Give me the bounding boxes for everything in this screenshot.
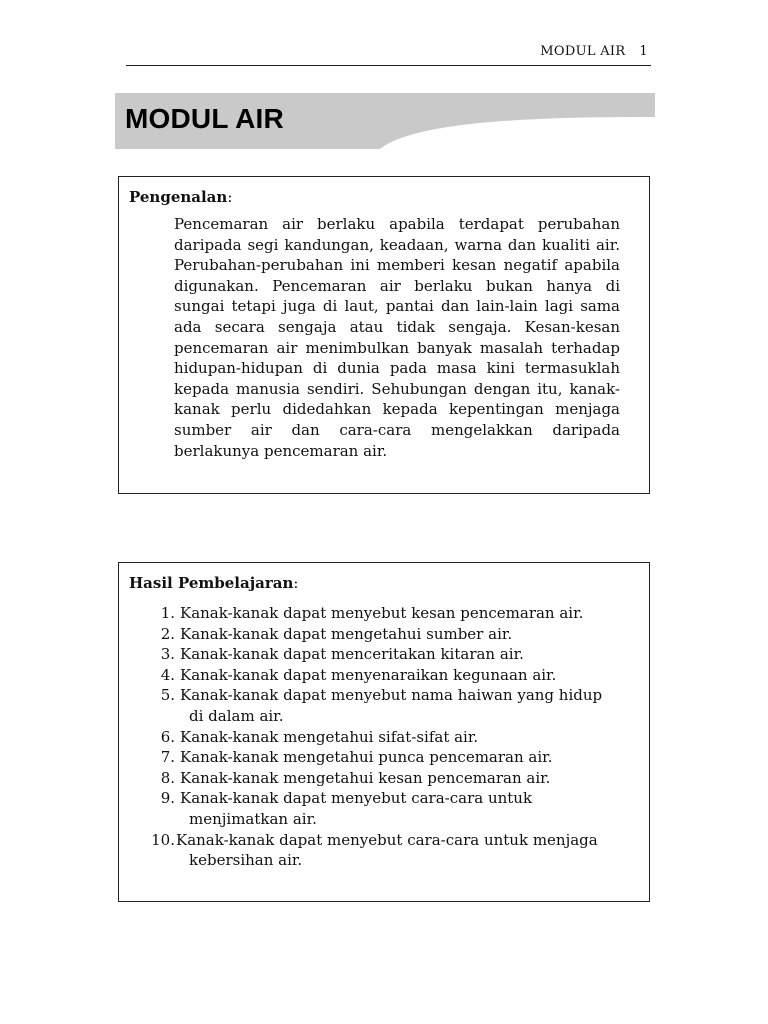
list-item xyxy=(147,603,637,624)
header-rule xyxy=(126,65,651,66)
intro-heading xyxy=(129,188,232,206)
intro-paragraph: Pencemaran air berlaku apabila terdapat perubahan daripada segi kandungan, keadaan, warna dan kualiti air. Perubahan-perubahan ini memberi kesan negatif apabila digunakan. Pencemaran air berlaku bukan hanya di sungai tetapi juga di laut, pantai dan lain-lain lagi sama ada secara sengaja atau tidak sengaja. Kesan-kesan pencemaran air menimbulkan banyak masalah terhadap hidupan-hidupan di dunia pada masa kini termasuklah kepada manusia sendiri. Sehubungan dengan itu, kanak-kanak perlu didedahkan kepada kepentingan menjaga sumber air dan cara-cara mengelakkan daripada berlakunya pencemaran air. xyxy=(174,215,620,460)
list-item-text: Kanak-kanak dapat menyebut nama haiwan yang hidup xyxy=(180,686,603,705)
list-item-text: Kanak-kanak dapat menyenaraikan kegunaan air. xyxy=(180,665,557,684)
list-item xyxy=(147,830,637,851)
list-item-number: 9. xyxy=(160,789,175,808)
intro-heading-colon: : xyxy=(227,188,233,206)
list-item-continuation xyxy=(147,706,637,727)
list-item-continuation xyxy=(147,809,637,830)
list-item xyxy=(147,747,637,768)
list-item-text: Kanak-kanak dapat menyebut cara-cara untuk xyxy=(180,789,533,808)
list-item-number: 1. xyxy=(160,604,175,622)
list-item-text-continued: menjimatkan air. xyxy=(189,809,317,828)
list-item-number: 10. xyxy=(151,830,175,849)
list-item-number: 4. xyxy=(160,665,175,684)
list-item-text-continued: kebersihan air. xyxy=(189,851,303,870)
list-item-number: 2. xyxy=(160,624,175,643)
list-item-text: Kanak-kanak dapat mengetahui sumber air. xyxy=(180,624,513,643)
list-item xyxy=(147,727,637,748)
running-header-title: MODUL AIR xyxy=(540,44,626,59)
list-item-text: Kanak-kanak mengetahui punca pencemaran air. xyxy=(180,748,553,767)
list-item-number: 3. xyxy=(160,645,175,664)
intro-heading-label: Pengenalan xyxy=(129,188,228,206)
list-item-text: Kanak-kanak dapat menyebut kesan pencemaran air. xyxy=(180,604,584,622)
outcomes-box xyxy=(118,562,650,902)
list-item-number: 6. xyxy=(160,727,175,746)
list-item-text: Kanak-kanak mengetahui kesan pencemaran air. xyxy=(180,768,551,787)
list-item xyxy=(147,665,637,686)
list-item xyxy=(147,624,637,645)
list-item-text: Kanak-kanak mengetahui sifat-sifat air. xyxy=(180,727,479,746)
outcomes-list xyxy=(147,603,637,871)
outcomes-heading-colon: : xyxy=(293,574,299,592)
title-band xyxy=(115,93,655,149)
list-item xyxy=(147,768,637,789)
list-item-continuation xyxy=(147,850,637,871)
outcomes-heading-label: Hasil Pembelajaran xyxy=(129,574,294,592)
list-item-text: Kanak-kanak dapat menyebut cara-cara untuk menjaga xyxy=(176,830,598,849)
list-item-number: 7. xyxy=(160,748,175,767)
list-item xyxy=(147,685,637,706)
running-header xyxy=(126,44,650,59)
list-item-number: 5. xyxy=(160,686,175,705)
list-item-number: 8. xyxy=(160,768,175,787)
list-item xyxy=(147,788,637,809)
intro-box xyxy=(118,176,650,494)
list-item-text-continued: di dalam air. xyxy=(189,706,284,725)
outcomes-heading xyxy=(129,574,298,592)
page-number: 1 xyxy=(639,44,648,59)
page-title: MODUL AIR xyxy=(125,103,284,134)
list-item xyxy=(147,644,637,665)
list-item-text: Kanak-kanak dapat menceritakan kitaran air. xyxy=(180,645,524,664)
